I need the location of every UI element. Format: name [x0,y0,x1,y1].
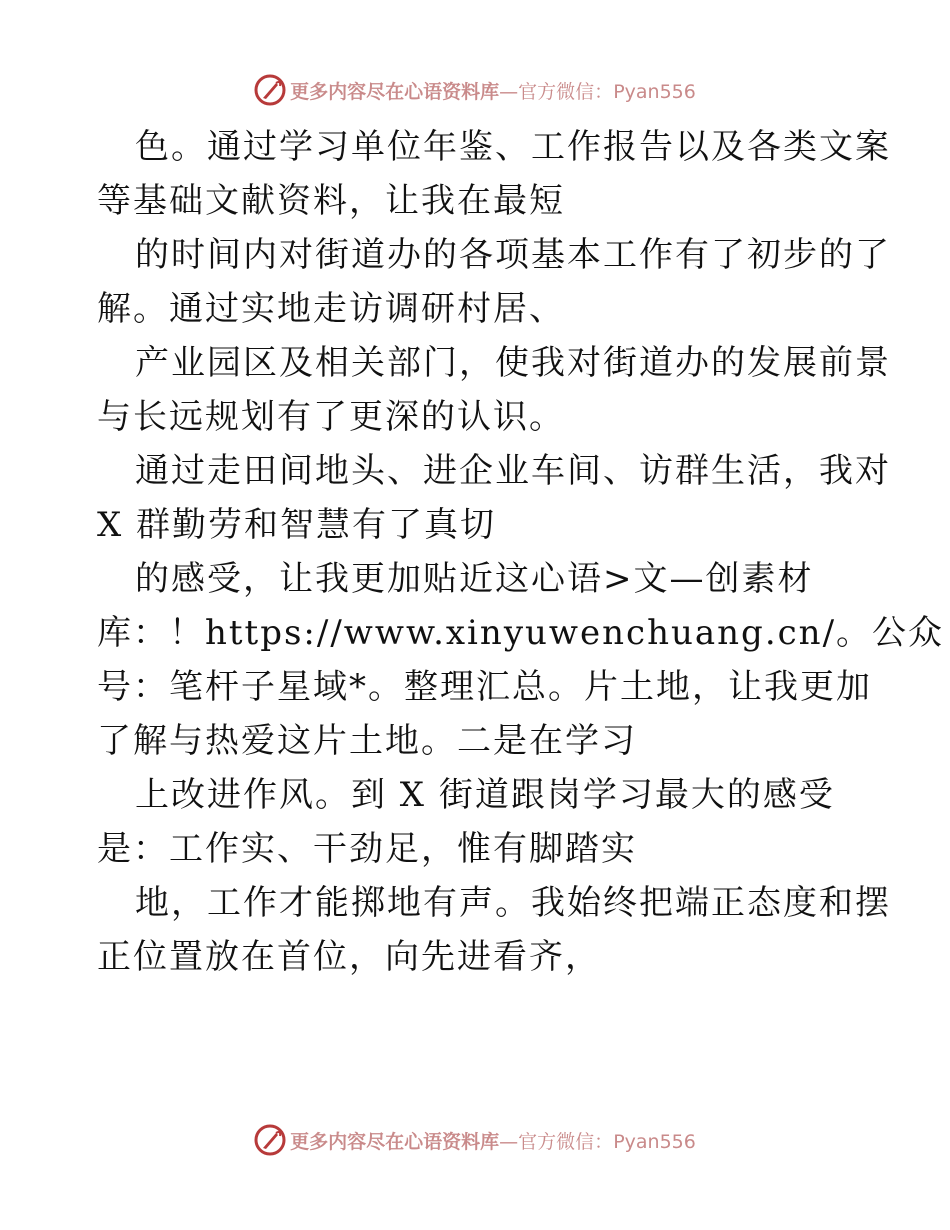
text-line: 地，工作才能掷地有声。我始终把端正态度和摆 [135,883,891,923]
footer-wechat-label: 官方微信： [518,1130,614,1153]
text-line: 产业园区及相关部门，使我对街道办的发展前景 [135,343,891,383]
text-line: 色。通过学习单位年鉴、工作报告以及各类文案 [135,127,891,167]
footer-site-name: 更多内容尽在心语资料库 [290,1130,500,1153]
text-line: 的时间内对街道办的各项基本工作有了初步的了 [135,235,891,275]
text-line: 号：笔杆子星域*。整理汇总。片土地，让我更加 [97,667,872,707]
feather-quill-logo-icon [254,74,286,106]
text-line: 通过走田间地头、进企业车间、访群生活，我对 [135,451,891,491]
text-line: X 群勤劳和智慧有了真切 [97,505,497,545]
feather-quill-logo-icon [254,1124,286,1156]
text-line: 的感受，让我更加贴近这心语>文—创素材 [135,559,814,599]
header-banner-text [290,77,696,104]
header-separator: — [499,80,519,103]
text-line: 与长远规划有了更深的认识。 [97,397,565,437]
footer-banner-text [290,1127,696,1154]
text-line: 是：工作实、干劲足，惟有脚踏实 [97,829,637,869]
footer-wechat-id: Pyan556 [613,1130,696,1153]
footer-banner [0,1118,950,1162]
header-site-name: 更多内容尽在心语资料库 [290,80,500,103]
header-wechat-id: Pyan556 [613,80,696,103]
text-line: 正位置放在首位，向先进看齐， [97,937,601,977]
header-banner [0,68,950,112]
header-wechat-label: 官方微信： [518,80,614,103]
text-line: 了解与热爱这片土地。二是在学习 [97,721,637,761]
document-body [97,120,945,984]
text-line: 上改进作风。到 X 街道跟岗学习最大的感受 [135,775,835,815]
text-line: 解。通过实地走访调研村居、 [97,289,565,329]
footer-separator: — [499,1130,519,1153]
text-line: 库：！https://www.xinyuwenchuang.cn/。公众 [97,613,945,653]
text-line: 等基础文献资料，让我在最短 [97,181,565,221]
